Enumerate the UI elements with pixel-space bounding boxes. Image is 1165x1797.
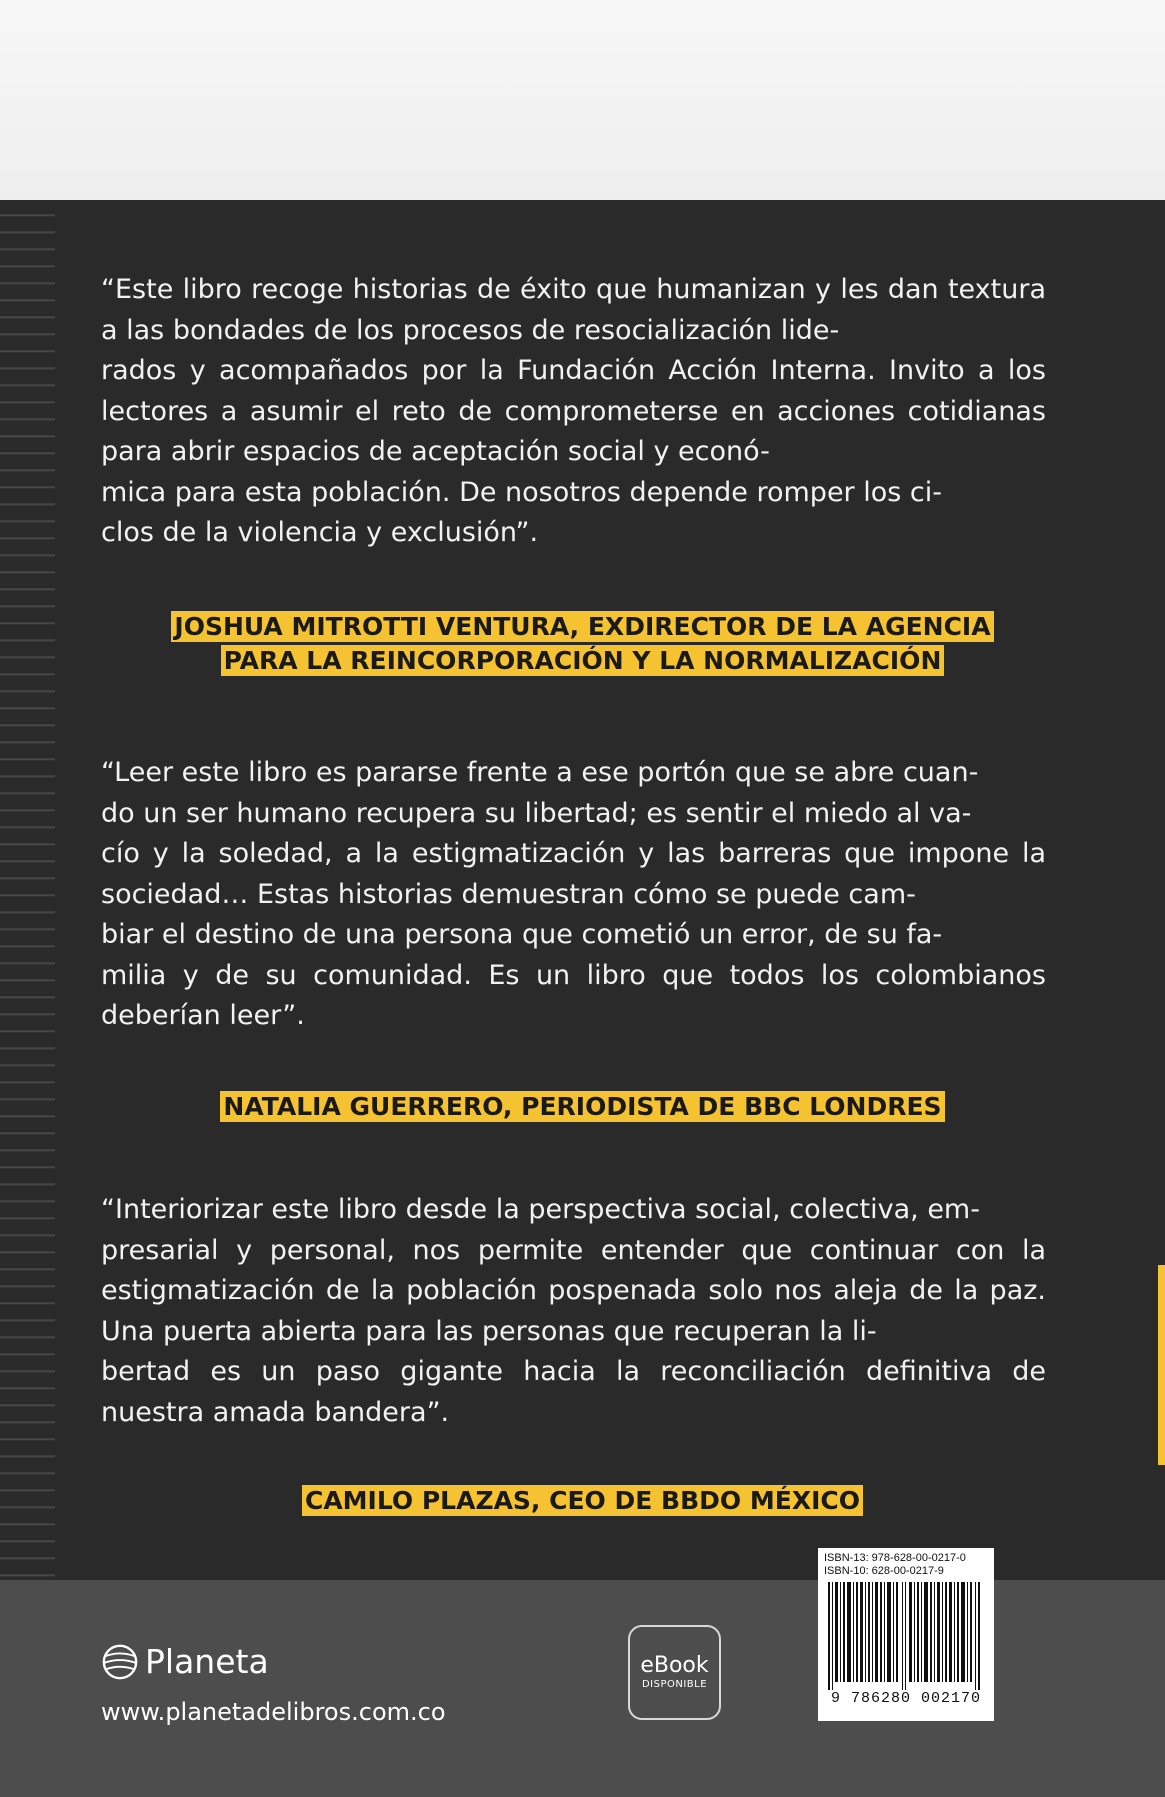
barcode-icon [824, 1582, 988, 1690]
attribution-3-line-1: CAMILO PLAZAS, CEO DE BBDO MÉXICO [302, 1485, 863, 1516]
barcode-box [818, 1548, 994, 1721]
isbn-10: ISBN-10: 628-00-0217-9 [824, 1565, 944, 1577]
attribution-2-line-1: NATALIA GUERRERO, PERIODISTA DE BBC LONDRES [220, 1091, 944, 1122]
publisher-url[interactable]: www.planetadelibros.com.co [101, 1698, 446, 1726]
globe-icon [101, 1643, 139, 1681]
ebook-title: eBook [640, 1652, 709, 1678]
attribution-1-line-1: JOSHUA MITROTTI VENTURA, EXDIRECTOR DE LA AGENCIA [171, 611, 993, 642]
attribution-1 [0, 610, 1165, 678]
publisher-logo[interactable] [101, 1642, 269, 1681]
quote-3: “Interiorizar este libro desde la perspectiva social, colectiva, em- presarial y personal, nos permite entender que continuar con la estigmatización de la población pospenada solo nos aleja de la paz. Una puerta abierta para las personas que recuperan la li- bertad es un paso gigante hacia la reconciliación definitiva de nuestra amada bandera”. [101, 1194, 1046, 1428]
top-margin [0, 0, 1165, 205]
spine-accent [1158, 1265, 1165, 1465]
publisher-name: Planeta [145, 1642, 269, 1681]
ebook-badge [628, 1625, 721, 1720]
barcode-digits: 9 786280 002170 [830, 1690, 982, 1707]
attribution-2 [0, 1090, 1165, 1124]
quote-1: “Este libro recoge historias de éxito que humanizan y les dan textura a las bondades de los procesos de resocialización lide- rados y acompañados por la Fundación Acción Interna. Invito a los lectores a asumir el reto de comprometerse en acciones cotidianas para abrir espacios de aceptación social y econó- mica para esta población. De nosotros depende romper los ci- clos de la violencia y exclusión”. [101, 274, 1046, 548]
attribution-3 [0, 1484, 1165, 1518]
attribution-1-line-2: PARA LA REINCORPORACIÓN Y LA NORMALIZACIÓN [221, 645, 945, 676]
isbn-13: ISBN-13: 978-628-00-0217-0 [824, 1552, 966, 1564]
ebook-subtitle: DISPONIBLE [641, 1678, 708, 1690]
cover-edge [0, 200, 55, 1580]
quote-2: “Leer este libro es pararse frente a ese portón que se abre cuan- do un ser humano recupera su libertad; es sentir el miedo al va- cío y la soledad, a la estigmatización y las barreras que impone la sociedad… Estas historias demuestran cómo se puede cam- biar el destino de una persona que cometió un error, de su fa- milia y de su comunidad. Es un libro que todos los colombianos deberían leer”. [101, 757, 1046, 1031]
